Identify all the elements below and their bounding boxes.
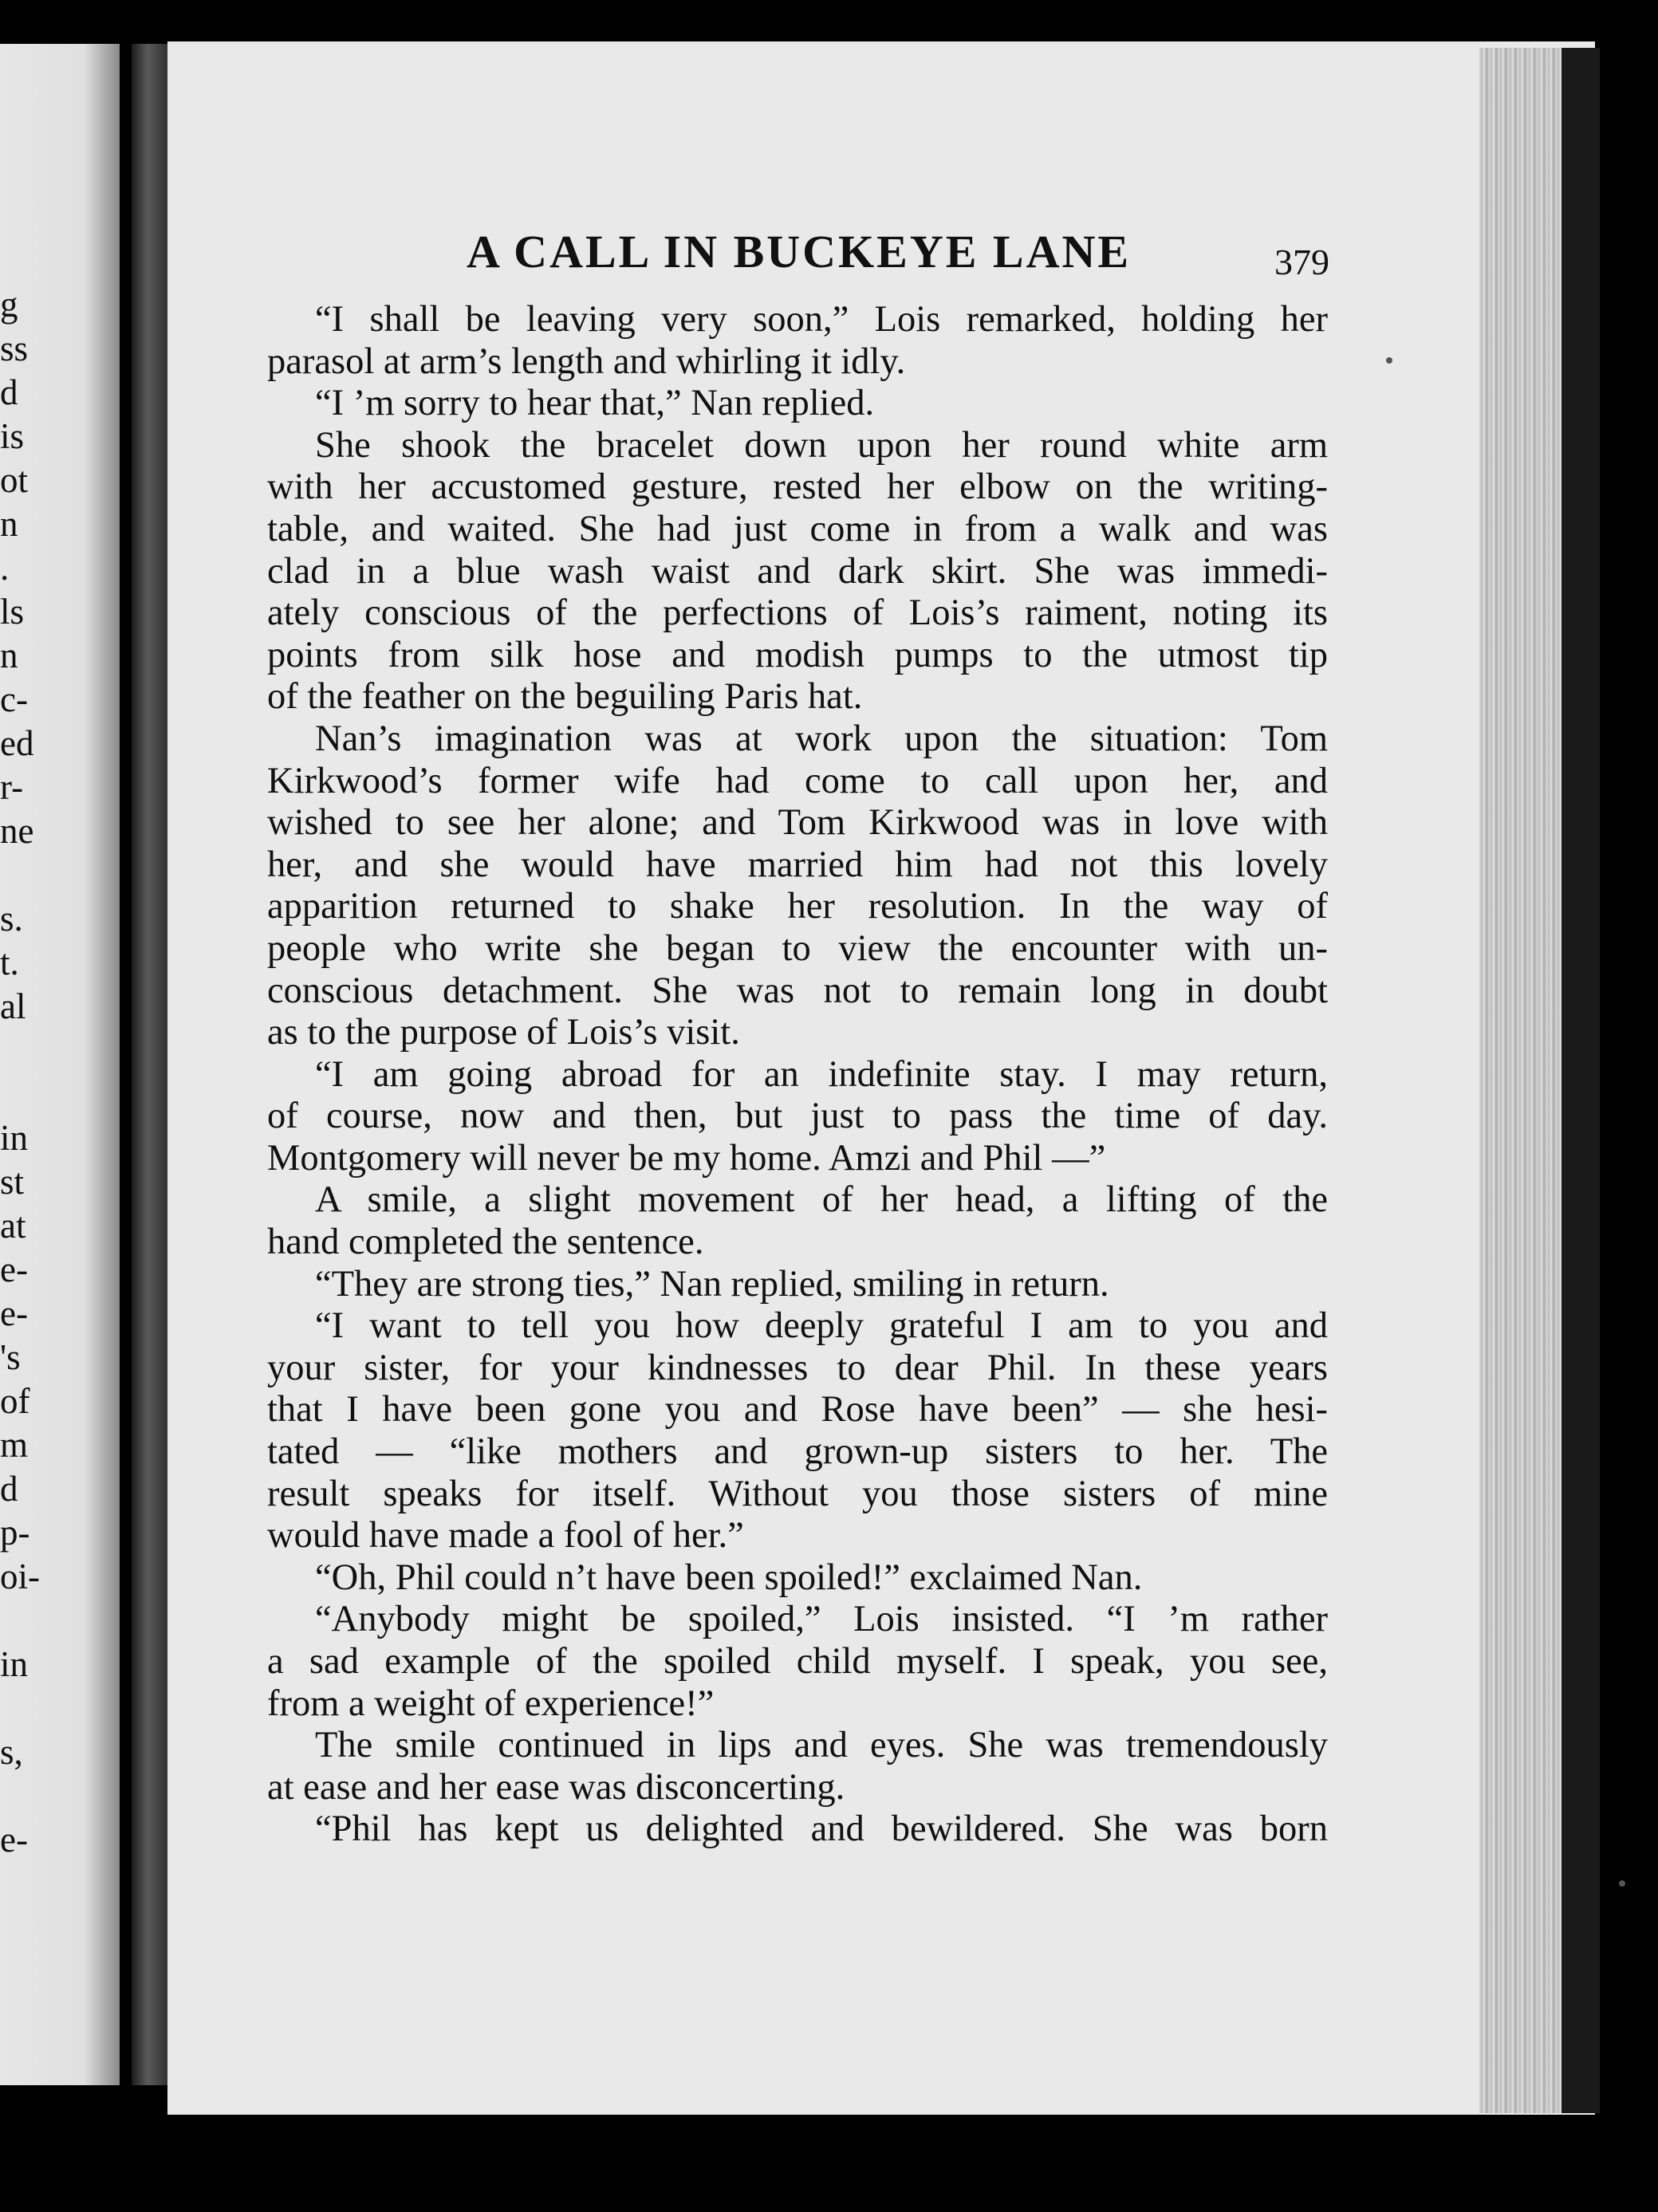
text-line: that I have been gone you and Rose have been” — she hesi- <box>267 1389 1328 1431</box>
text-line: Nan’s imagination was at work upon the situation: Tom <box>315 718 1328 759</box>
facing-page-fragment: at <box>0 1206 26 1246</box>
facing-page-fragment <box>0 1073 120 1116</box>
facing-page-fragment <box>0 1029 120 1073</box>
text-line: table, and waited. She had just come in from a walk and was <box>267 508 1328 549</box>
text-line: of the feather on the beguiling Paris hat. <box>267 676 863 718</box>
text-line: a sad example of the spoiled child myself. I speak, you see, <box>267 1641 1328 1682</box>
facing-page-fragment: is <box>0 416 25 456</box>
text-line: at ease and her ease was disconcerting. <box>267 1766 845 1808</box>
facing-page-fragment: e- <box>0 1820 28 1860</box>
text-line: with her accustomed gesture, rested her elbow on the writing- <box>267 466 1328 508</box>
facing-page-fragment: ss <box>0 329 29 368</box>
facing-page-text-fragments <box>0 283 120 1862</box>
facing-page-fragment: ed <box>0 723 34 763</box>
facing-page-fragment: s, <box>0 1732 23 1772</box>
facing-page-fragment: e- <box>0 1293 28 1333</box>
facing-page-fragment: ne <box>0 811 34 851</box>
facing-page-fragment: . <box>0 548 10 588</box>
facing-page-fragment <box>0 853 120 897</box>
text-line: her, and she would have married him had not this lovely <box>267 844 1328 885</box>
text-line: “I shall be leaving very soon,” Lois remarked, holding her <box>315 299 1328 340</box>
book-gutter <box>132 44 171 2085</box>
text-line: “Anybody might be spoiled,” Lois insisted. “I ’m rather <box>315 1599 1328 1640</box>
facing-page-fragment: d <box>0 1469 18 1509</box>
text-line: “I want to tell you how deeply grateful I am to you and <box>315 1305 1328 1347</box>
facing-page-fragment: s. <box>0 899 23 939</box>
text-line: your sister, for your kindnesses to dear Phil. In these years <box>267 1347 1328 1388</box>
text-line: parasol at arm’s length and whirling it idly. <box>267 340 906 382</box>
text-line: “They are strong ties,” Nan replied, smiling in return. <box>315 1263 1109 1305</box>
speck-mark <box>1619 1880 1625 1887</box>
facing-page-fragment: 's <box>0 1337 21 1377</box>
facing-page-fragment: n <box>0 504 18 544</box>
text-line: apparition returned to shake her resolution. In the way of <box>267 886 1328 927</box>
facing-page-fragment: c- <box>0 679 28 719</box>
facing-page-fragment: in <box>0 1118 29 1158</box>
facing-page-fragment: st <box>0 1162 25 1202</box>
text-line: people who write she began to view the encounter with un- <box>267 927 1328 969</box>
text-line: tated — “like mothers and grown-up sisters to her. The <box>267 1431 1328 1473</box>
text-line: wished to see her alone; and Tom Kirkwood was in love with <box>267 802 1328 844</box>
speck-mark <box>1386 357 1392 364</box>
facing-page-fragment: ot <box>0 460 29 500</box>
text-line: hand completed the sentence. <box>267 1222 704 1263</box>
facing-page-fragment: n <box>0 636 18 675</box>
running-title: A CALL IN BUCKEYE LANE <box>467 226 1132 277</box>
text-line: as to the purpose of Lois’s visit. <box>267 1012 740 1053</box>
facing-page-fragment <box>0 1687 120 1730</box>
book-edge-shadow <box>1562 48 1600 2113</box>
text-line: A smile, a slight movement of her head, a lifting of the <box>315 1179 1328 1221</box>
facing-page-fragment: al <box>0 986 26 1026</box>
text-line: conscious detachment. She was not to remain long in doubt <box>267 970 1328 1011</box>
facing-page-fragment: t. <box>0 943 19 982</box>
facing-page-fragment: e- <box>0 1250 28 1289</box>
facing-page-fragment: ls <box>0 592 25 632</box>
text-line: points from silk hose and modish pumps to the utmost tip <box>267 634 1328 675</box>
text-line: clad in a blue wash waist and dark skirt. She was immedi- <box>267 550 1328 592</box>
facing-page-fragment <box>0 1599 120 1643</box>
facing-page-fragment: g <box>0 285 18 325</box>
facing-page-fragment: in <box>0 1644 29 1684</box>
text-line: She shook the bracelet down upon her round white arm <box>315 424 1328 466</box>
text-line: The smile continued in lips and eyes. She was tremendously <box>315 1725 1328 1766</box>
facing-page-fragment: oi- <box>0 1557 40 1596</box>
text-line: would have made a fool of her.” <box>267 1515 744 1557</box>
facing-page-fragment: d <box>0 372 18 412</box>
facing-page <box>0 44 120 2085</box>
text-line: “I am going abroad for an indefinite stay. I may return, <box>315 1053 1328 1095</box>
text-line: Montgomery will never be my home. Amzi and Phil —” <box>267 1137 1106 1179</box>
facing-page-fragment: of <box>0 1381 30 1421</box>
text-line: ately conscious of the perfections of Lois’s raiment, noting its <box>267 592 1328 634</box>
text-line: “I ’m sorry to hear that,” Nan replied. <box>315 383 875 424</box>
text-line: “Phil has kept us delighted and bewildered. She was born <box>315 1809 1328 1850</box>
facing-page-fragment: p- <box>0 1513 30 1553</box>
page-number: 379 <box>1274 242 1329 282</box>
text-line: result speaks for itself. Without you those sisters of mine <box>267 1473 1328 1514</box>
facing-page-fragment: r- <box>0 767 24 807</box>
text-line: Kirkwood’s former wife had come to call upon her, and <box>267 760 1328 801</box>
facing-page-fragment: m <box>0 1425 29 1465</box>
facing-page-fragment <box>0 1774 120 1818</box>
text-line: “Oh, Phil could n’t have been spoiled!” exclaimed Nan. <box>315 1557 1143 1598</box>
body-text <box>267 299 1328 1851</box>
text-line: of course, now and then, but just to pass the time of day. <box>267 1096 1328 1137</box>
text-line: from a weight of experience!” <box>267 1683 715 1724</box>
